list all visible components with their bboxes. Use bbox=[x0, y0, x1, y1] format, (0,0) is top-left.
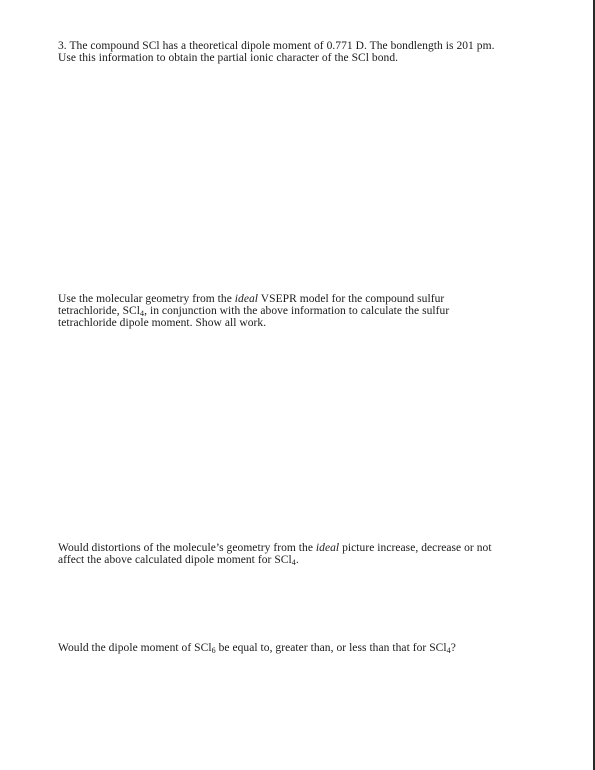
part-b-line-3: tetrachloride dipole moment. Show all work. bbox=[58, 317, 267, 329]
question-3-part-b bbox=[58, 293, 548, 329]
part-c-line-1: Would distortions of the molecule’s geometry from the ideal picture increase, decrease or not bbox=[58, 542, 492, 554]
question-3-line-2: Use this information to obtain the partial ionic character of the SCl bond. bbox=[58, 52, 399, 64]
question-3-line-1: 3. The compound SCl has a theoretical dipole moment of 0.771 D. The bondlength is 201 pm. bbox=[58, 40, 495, 52]
part-d-line-1: Would the dipole moment of SCl$_6$ be equal to, greater than, or less than that for SCl$_4$? bbox=[58, 642, 456, 655]
part-b-line-1: Use the molecular geometry from the ideal VSEPR model for the compound sulfur bbox=[58, 293, 445, 305]
question-3-part-c bbox=[58, 542, 548, 566]
question-3-part-d bbox=[58, 642, 548, 654]
part-b-line-2: tetrachloride, SCl$_4$, in conjunction with the above information to calculate the sulfur bbox=[58, 305, 450, 318]
question-3 bbox=[58, 40, 548, 64]
part-c-line-2: affect the above calculated dipole moment for SCl$_4$. bbox=[58, 554, 299, 567]
